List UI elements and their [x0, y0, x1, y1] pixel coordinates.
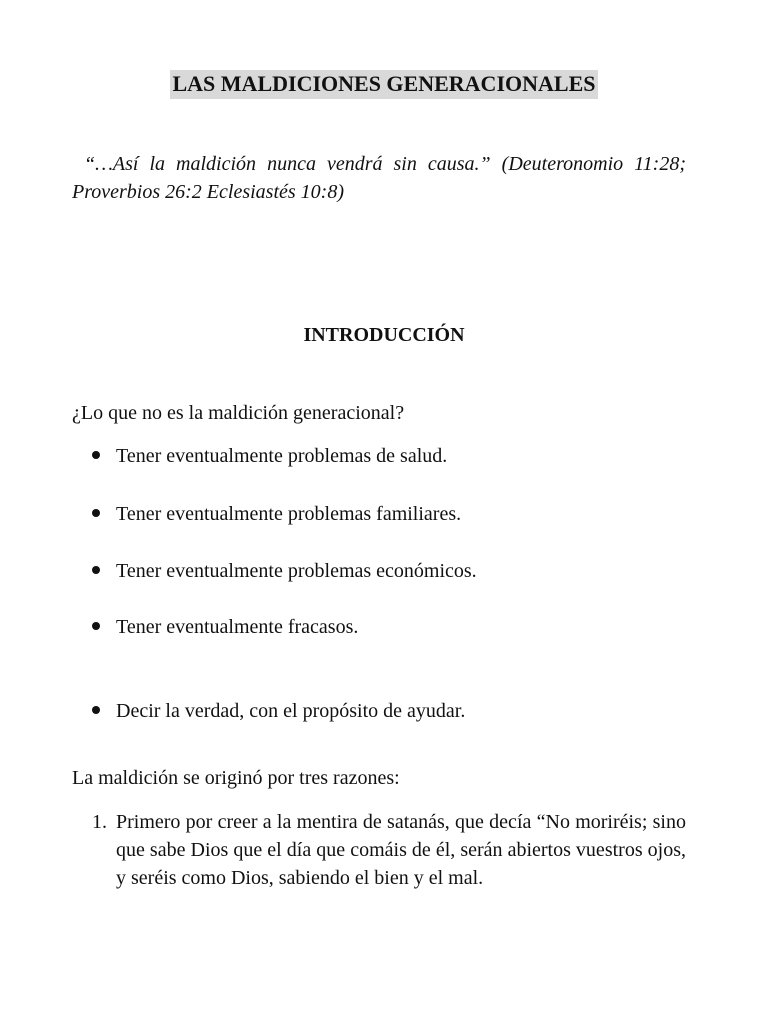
- title-wrapper: [0, 70, 768, 99]
- bullet-text: Decir la verdad, con el propósito de ayudar.: [116, 700, 466, 722]
- item-number: 1.: [92, 811, 107, 833]
- bullet-icon: [92, 509, 100, 517]
- section-heading-introduccion: INTRODUCCIÓN: [303, 324, 465, 346]
- numbered-item: [92, 808, 686, 892]
- bullet-icon: [92, 451, 100, 459]
- bullet-text: Tener eventualmente problemas de salud.: [116, 445, 448, 467]
- item-text: Primero por creer a la mentira de satanás, que decía “No moriréis; sino que sabe Dios que el día que comáis de él, serán abiertos vuestros ojos, y seréis como Dios, sabiendo el bien y el mal.: [116, 811, 686, 889]
- bullet-item: [92, 445, 447, 468]
- bullet-item: [92, 560, 477, 583]
- bullet-text: Tener eventualmente problemas familiares.: [116, 503, 462, 525]
- bullet-item: [92, 700, 465, 723]
- bullet-item: [92, 503, 461, 526]
- bullet-icon: [92, 706, 100, 714]
- bullet-icon: [92, 622, 100, 630]
- document-title: LAS MALDICIONES GENERACIONALES: [170, 70, 599, 99]
- question-text: ¿Lo que no es la maldición generacional?: [72, 402, 405, 424]
- epigraph-quote: “…Así la maldición nunca vendrá sin causa.” (Deuteronomio 11:28; Proverbios 26:2 Eclesiastés 10:8): [72, 153, 686, 203]
- bullet-icon: [92, 566, 100, 574]
- reasons-intro-text: La maldición se originó por tres razones:: [72, 767, 400, 789]
- bullet-item: [92, 616, 358, 639]
- bullet-text: Tener eventualmente problemas económicos.: [116, 560, 477, 582]
- bullet-text: Tener eventualmente fracasos.: [116, 616, 359, 638]
